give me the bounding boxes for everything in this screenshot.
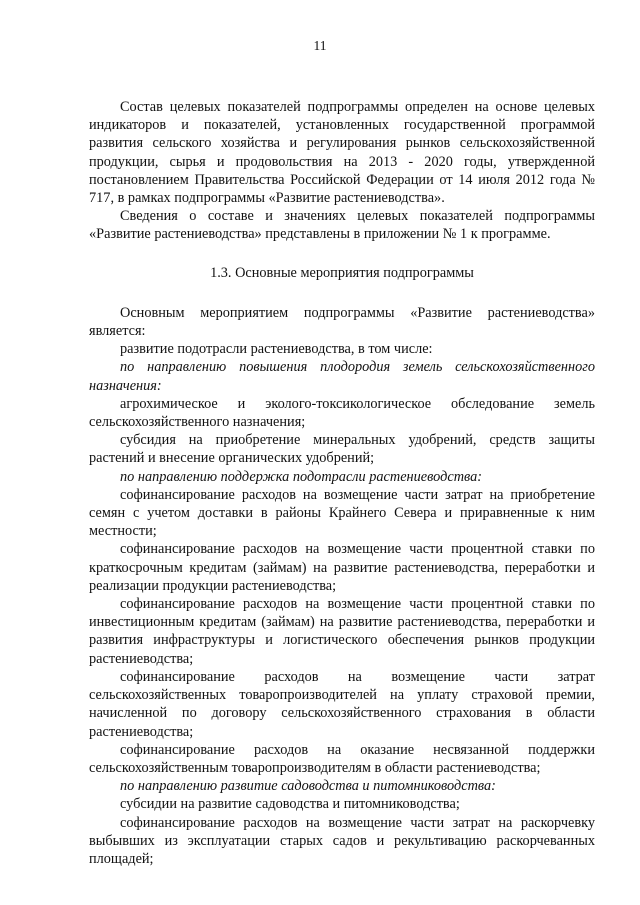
section-heading: 1.3. Основные мероприятия подпрограммы xyxy=(210,264,474,281)
list-item: субсидия на приобретение минеральных удобрений, средств защиты растений и внесение органических удобрений; xyxy=(89,432,595,467)
list-item: софинансирование расходов на оказание несвязанной поддержки сельскохозяйственным товаропроизводителям в области растениеводства; xyxy=(89,741,595,776)
paragraph-indicator-info: Сведения о составе и значениях целевых показателей подпрограммы «Развитие растениеводства» представлены в приложении № 1 к программе. xyxy=(89,208,595,243)
list-item: софинансирование расходов на возмещение части процентной ставки по краткосрочным кредитам (займам) на развитие растениеводства, переработки и реализации продукции растениеводства; xyxy=(89,541,595,594)
document-body xyxy=(89,98,595,868)
list-item: софинансирование расходов на возмещение части затрат на раскорчевку выбывших из эксплуатации старых садов и рекультивацию раскорчеванных площадей; xyxy=(89,814,595,867)
page-number: 11 xyxy=(313,38,327,53)
list-item: софинансирование расходов на возмещение части затрат на приобретение семян с учетом доставки в районы Крайнего Севера и приравненные к ним местности; xyxy=(89,486,595,540)
paragraph-main-activity: Основным мероприятием подпрограммы «Развитие растениеводства» является: xyxy=(89,304,595,340)
list-item: агрохимическое и эколого-токсикологическое обследование земель сельскохозяйственного назначения; xyxy=(89,395,595,431)
subsection-label: по направлению повышения плодородия земель сельскохозяйственного назначения: xyxy=(89,359,595,394)
list-item: софинансирование расходов на возмещение части затрат сельскохозяйственных товаропроизводителей на уплату страховой премии, начисленной по договору сельскохозяйственного страхования в области растениеводства; xyxy=(89,668,595,740)
list-item: софинансирование расходов на возмещение части процентной ставки по инвестиционным кредитам (займам) на развитие растениеводства, переработки и развития инфраструктуры и логистического обеспечения рынков продукции растениеводства; xyxy=(89,596,595,667)
subsection-label: по направлению поддержка подотрасли растениеводства: xyxy=(120,468,483,485)
paragraph-target-indicators: Состав целевых показателей подпрограммы определен на основе целевых индикаторов и показателей, установленных государственной программой развития сельского хозяйства и регулирования рынков сельскохозяйственной продукции, сырья и продовольствия на 2013 - 2020 годы, утвержденной постановлением Правительства Российской Федерации от 14 июля 2012 года № 717, в рамках подпрограммы «Развитие растениеводства». xyxy=(89,99,595,207)
list-item: субсидии на развитие садоводства и питомниководства; xyxy=(120,796,460,813)
subsection-label: по направлению развитие садоводства и питомниководства: xyxy=(120,778,496,795)
list-item: развитие подотрасли растениеводства, в том числе: xyxy=(120,341,433,358)
